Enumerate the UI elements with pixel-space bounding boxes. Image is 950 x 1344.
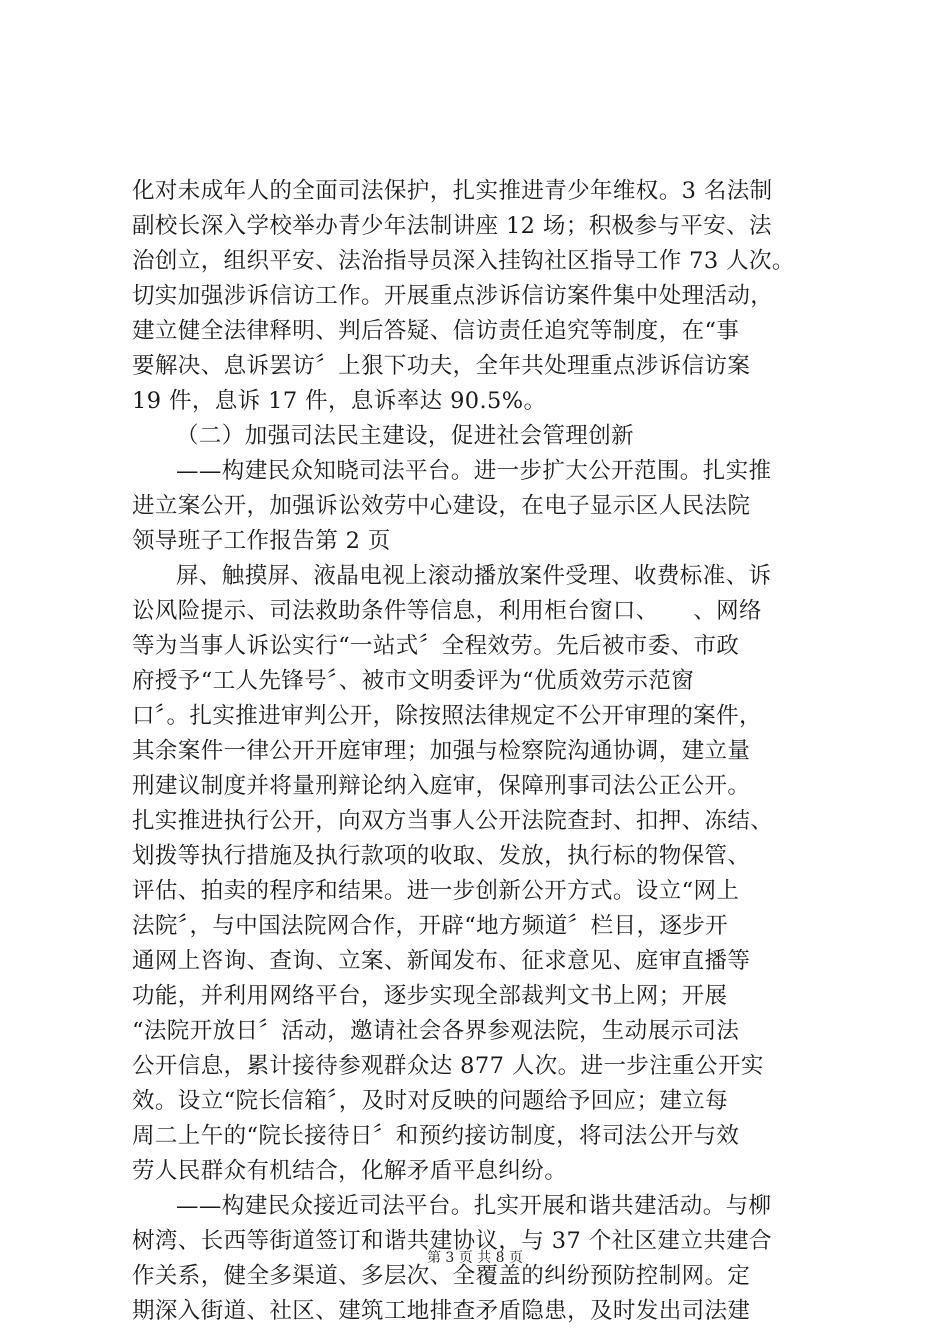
text-line: 等为当事人诉讼实行“一站式〞全程效劳。先后被市委、市政 bbox=[132, 633, 740, 659]
text-line: 19 件，息诉 17 件，息诉率达 90.5%。 bbox=[132, 388, 547, 414]
text-line: ——构建民众接近司法平台。扎实开展和谐共建活动。与柳 bbox=[176, 1193, 772, 1219]
text-line: 要解决、息诉罢访〞上狠下功夫，全年共处理重点涉诉信访案 bbox=[132, 353, 751, 379]
text-line: 口〞。扎实推进审判公开，除按照法律规定不公开审理的案件， bbox=[132, 703, 762, 729]
text-line: 化对未成年人的全面司法保护，扎实推进青少年维权。3 名法制 bbox=[132, 178, 773, 204]
text-line: 屏、触摸屏、液晶电视上滚动播放案件受理、收费标准、诉 bbox=[176, 563, 772, 589]
text-line: 进立案公开，加强诉讼效劳中心建设，在电子显示区人民法院 bbox=[132, 493, 751, 519]
text-line: 划拨等执行措施及执行款项的收取、发放，执行标的物保管、 bbox=[132, 843, 751, 869]
text-line: “法院开放日〞活动，邀请社会各界参观法院，生动展示司法 bbox=[132, 1018, 740, 1044]
text-line: 扎实推进执行公开，向双方当事人公开法院查封、扣押、冻结、 bbox=[132, 808, 774, 834]
text-line: 其余案件一律公开开庭审理；加强与检察院沟通协调，建立量 bbox=[132, 738, 751, 764]
text-line: 功能，并利用网络平台，逐步实现全部裁判文书上网；开展 bbox=[132, 983, 728, 1009]
text-line: 刑建议制度并将量刑辩论纳入庭审，保障刑事司法公正公开。 bbox=[132, 773, 751, 799]
text-line: 树湾、长西等街道签订和谐共建协议，与 37 个社区建立共建合 bbox=[132, 1228, 772, 1254]
text-line: 劳人民群众有机结合，化解矛盾平息纠纷。 bbox=[132, 1158, 568, 1184]
text-line: （二）加强司法民主建设，促进社会管理创新 bbox=[176, 423, 635, 449]
text-line: 作关系，健全多渠道、多层次、全覆盖的纠纷预防控制网。定 bbox=[132, 1263, 751, 1289]
document-body bbox=[132, 174, 832, 1329]
text-line: 期深入街道、社区、建筑工地排查矛盾隐患，及时发出司法建 bbox=[132, 1298, 751, 1324]
text-line: 评估、拍卖的程序和结果。进一步创新公开方式。设立“网上 bbox=[132, 878, 740, 904]
text-line: 切实加强涉诉信访工作。开展重点涉诉信访案件集中处理活动， bbox=[132, 283, 774, 309]
text-line: 法院〞，与中国法院网合作，开辟“地方频道〞栏目，逐步开 bbox=[132, 913, 729, 939]
text-line: 公开信息，累计接待参观群众达 877 人次。进一步注重公开实 bbox=[132, 1053, 764, 1079]
text-line: ——构建民众知晓司法平台。进一步扩大公开范围。扎实推 bbox=[176, 458, 772, 484]
text-line: 治创立，组织平安、法治指导员深入挂钩社区指导工作 73 人次。 bbox=[132, 248, 795, 274]
text-line: 效。设立“院长信箱〞，及时对反映的问题给予回应；建立每 bbox=[132, 1088, 729, 1114]
text-line: 府授予“工人先锋号〞、被市文明委评为“优质效劳示范窗 bbox=[132, 668, 695, 694]
text-line: 讼风险提示、司法救助条件等信息，利用柜台窗口、 、网络 bbox=[132, 598, 762, 624]
page-footer: 第 3 页 共 8 页 bbox=[426, 1250, 524, 1266]
text-line: 领导班子工作报告第 2 页 bbox=[132, 528, 391, 554]
text-line: 通网上咨询、查询、立案、新闻发布、征求意见、庭审直播等 bbox=[132, 948, 751, 974]
text-line: 建立健全法律释明、判后答疑、信访责任追究等制度，在“事 bbox=[132, 318, 740, 344]
text-line: 副校长深入学校举办青少年法制讲座 12 场；积极参与平安、法 bbox=[132, 213, 772, 239]
text-line: 周二上午的“院长接待日〞和预约接访制度，将司法公开与效 bbox=[132, 1123, 740, 1149]
